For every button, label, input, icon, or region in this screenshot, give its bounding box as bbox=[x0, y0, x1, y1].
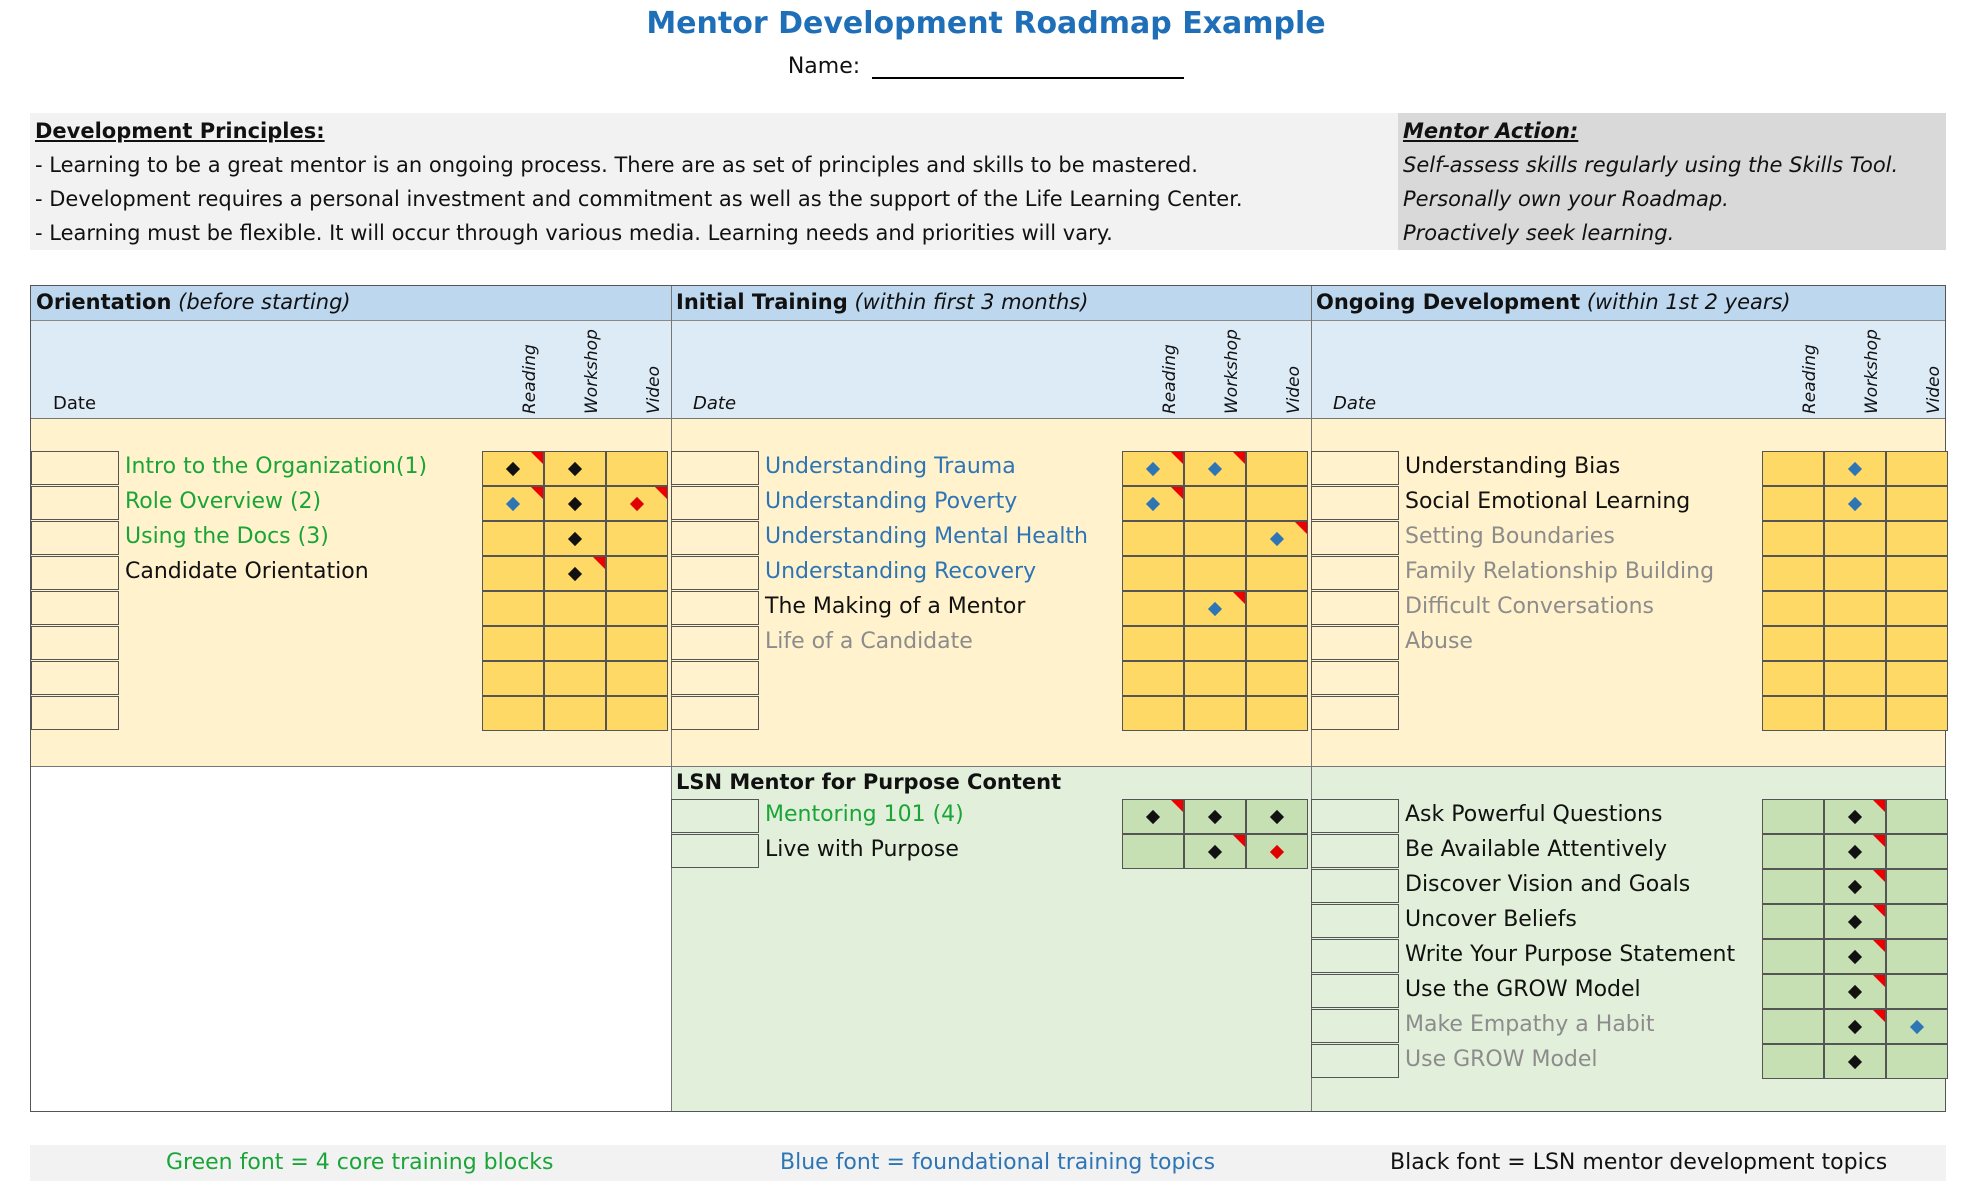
topic-label: Understanding Recovery bbox=[765, 559, 1037, 584]
diamond-marker-icon bbox=[1848, 1054, 1862, 1068]
video-cell[interactable] bbox=[606, 521, 668, 556]
workshop-cell[interactable] bbox=[1824, 834, 1886, 869]
diamond-marker-icon bbox=[1146, 809, 1160, 823]
reading-cell[interactable] bbox=[1122, 661, 1184, 696]
reading-cell[interactable] bbox=[1122, 799, 1184, 834]
topic-label: Understanding Bias bbox=[1405, 454, 1621, 479]
workshop-column-label: Workshop bbox=[1862, 329, 1882, 414]
diamond-marker-icon bbox=[506, 461, 520, 475]
diamond-marker-icon bbox=[1910, 1019, 1924, 1033]
topic-label: Using the Docs (3) bbox=[125, 524, 329, 549]
video-cell[interactable] bbox=[1886, 799, 1948, 834]
workshop-cell[interactable] bbox=[1824, 1009, 1886, 1044]
legend-bar bbox=[30, 1145, 1946, 1181]
date-cell[interactable] bbox=[1311, 834, 1399, 868]
video-cell[interactable] bbox=[1886, 696, 1948, 731]
topic-label: Use the GROW Model bbox=[1405, 977, 1641, 1002]
workshop-cell[interactable] bbox=[1824, 974, 1886, 1009]
reading-cell[interactable] bbox=[1762, 869, 1824, 904]
workshop-cell[interactable] bbox=[1184, 451, 1246, 486]
topic-label: Make Empathy a Habit bbox=[1405, 1012, 1655, 1037]
roadmap-grid bbox=[30, 285, 1946, 1112]
date-column-label: Date bbox=[1333, 393, 1377, 414]
video-cell[interactable] bbox=[1246, 626, 1308, 661]
date-cell[interactable] bbox=[31, 661, 119, 695]
page-title: Mentor Development Roadmap Example bbox=[646, 6, 1326, 41]
comment-flag-icon bbox=[1233, 592, 1245, 604]
comment-flag-icon bbox=[1171, 800, 1183, 812]
video-cell[interactable] bbox=[1886, 556, 1948, 591]
date-cell[interactable] bbox=[1311, 591, 1399, 625]
date-cell[interactable] bbox=[671, 451, 759, 485]
section-header-orientation bbox=[31, 286, 671, 321]
date-cell[interactable] bbox=[671, 486, 759, 520]
diamond-marker-icon bbox=[1146, 461, 1160, 475]
diamond-marker-icon bbox=[506, 496, 520, 510]
reading-cell[interactable] bbox=[1762, 904, 1824, 939]
diamond-marker-icon bbox=[1208, 601, 1222, 615]
workshop-cell[interactable] bbox=[1184, 696, 1246, 731]
workshop-cell[interactable] bbox=[1824, 869, 1886, 904]
workshop-cell[interactable] bbox=[544, 486, 606, 521]
workshop-cell[interactable] bbox=[544, 556, 606, 591]
reading-column-label: Reading bbox=[1160, 344, 1180, 414]
column-headers-initial bbox=[671, 321, 1311, 419]
diamond-marker-icon bbox=[1848, 461, 1862, 475]
workshop-cell[interactable] bbox=[1824, 556, 1886, 591]
workshop-cell[interactable] bbox=[1824, 799, 1886, 834]
name-label: Name: bbox=[787, 54, 861, 79]
reading-cell[interactable] bbox=[1762, 556, 1824, 591]
reading-column-label: Reading bbox=[520, 344, 540, 414]
video-cell[interactable] bbox=[1246, 556, 1308, 591]
date-cell[interactable] bbox=[31, 521, 119, 555]
reading-cell[interactable] bbox=[1762, 661, 1824, 696]
workshop-cell[interactable] bbox=[544, 661, 606, 696]
action-heading: Mentor Action: bbox=[1403, 119, 1579, 143]
principle-line: - Learning to be a great mentor is an ongoing process. There are as set of principles and skills to be mastered. bbox=[35, 153, 1198, 177]
video-cell[interactable] bbox=[1246, 799, 1308, 834]
comment-flag-icon bbox=[1171, 487, 1183, 499]
date-cell[interactable] bbox=[671, 661, 759, 695]
topic-label: Mentoring 101 (4) bbox=[765, 802, 964, 827]
date-cell[interactable] bbox=[1311, 661, 1399, 695]
reading-cell[interactable] bbox=[482, 591, 544, 626]
topic-label: Family Relationship Building bbox=[1405, 559, 1715, 584]
topic-label: Write Your Purpose Statement bbox=[1405, 942, 1736, 967]
diamond-marker-icon bbox=[1270, 809, 1284, 823]
action-line: Self-assess skills regularly using the Skills Tool. bbox=[1403, 153, 1899, 177]
date-cell[interactable] bbox=[671, 556, 759, 590]
date-cell[interactable] bbox=[671, 626, 759, 660]
video-cell[interactable] bbox=[606, 451, 668, 486]
date-cell[interactable] bbox=[1311, 451, 1399, 485]
action-line: Proactively seek learning. bbox=[1403, 221, 1675, 245]
video-cell[interactable] bbox=[1246, 451, 1308, 486]
comment-flag-icon bbox=[1873, 975, 1885, 987]
date-cell[interactable] bbox=[1311, 1044, 1399, 1078]
date-cell[interactable] bbox=[31, 696, 119, 730]
date-cell[interactable] bbox=[671, 834, 759, 868]
topic-label: Discover Vision and Goals bbox=[1405, 872, 1691, 897]
video-cell[interactable] bbox=[1886, 591, 1948, 626]
row-divider bbox=[31, 766, 1945, 767]
topic-label: Uncover Beliefs bbox=[1405, 907, 1577, 932]
workshop-cell[interactable] bbox=[544, 591, 606, 626]
workshop-cell[interactable] bbox=[1184, 834, 1246, 869]
date-cell[interactable] bbox=[671, 591, 759, 625]
reading-cell[interactable] bbox=[1122, 834, 1184, 869]
diamond-marker-icon bbox=[1208, 461, 1222, 475]
diamond-marker-icon bbox=[1848, 879, 1862, 893]
diamond-marker-icon bbox=[1848, 809, 1862, 823]
video-cell[interactable] bbox=[1886, 974, 1948, 1009]
workshop-cell[interactable] bbox=[544, 451, 606, 486]
diamond-marker-icon bbox=[1848, 1019, 1862, 1033]
video-column-label: Video bbox=[1924, 365, 1944, 414]
comment-flag-icon bbox=[1873, 905, 1885, 917]
date-cell[interactable] bbox=[1311, 626, 1399, 660]
topic-label: Difficult Conversations bbox=[1405, 594, 1655, 619]
video-cell[interactable] bbox=[1246, 521, 1308, 556]
workshop-cell[interactable] bbox=[1824, 661, 1886, 696]
principle-line: - Development requires a personal investment and commitment as well as the support of the Life Learning Center. bbox=[35, 187, 1243, 211]
diamond-marker-icon bbox=[568, 496, 582, 510]
date-cell[interactable] bbox=[1311, 696, 1399, 730]
comment-flag-icon bbox=[593, 557, 605, 569]
date-cell[interactable] bbox=[31, 591, 119, 625]
diamond-marker-icon bbox=[1208, 809, 1222, 823]
legend-green: Green font = 4 core training blocks bbox=[166, 1150, 554, 1175]
topic-label: Use GROW Model bbox=[1405, 1047, 1598, 1072]
video-cell[interactable] bbox=[606, 661, 668, 696]
date-cell[interactable] bbox=[31, 486, 119, 520]
date-cell[interactable] bbox=[1311, 556, 1399, 590]
section-subtitle: (within 1st 2 years) bbox=[1586, 290, 1791, 314]
reading-cell[interactable] bbox=[1762, 799, 1824, 834]
comment-flag-icon bbox=[1873, 800, 1885, 812]
principles-heading: Development Principles: bbox=[35, 119, 325, 143]
diamond-marker-icon bbox=[630, 496, 644, 510]
reading-cell[interactable] bbox=[1122, 696, 1184, 731]
mentor-action-box bbox=[1398, 113, 1946, 250]
topic-label: Ask Powerful Questions bbox=[1405, 802, 1663, 827]
date-column-label: Date bbox=[693, 393, 737, 414]
date-cell[interactable] bbox=[1311, 1009, 1399, 1043]
video-cell[interactable] bbox=[1246, 591, 1308, 626]
comment-flag-icon bbox=[1171, 452, 1183, 464]
workshop-cell[interactable] bbox=[1824, 939, 1886, 974]
diamond-marker-icon bbox=[1848, 844, 1862, 858]
diamond-marker-icon bbox=[568, 461, 582, 475]
section-title: Orientation bbox=[36, 290, 172, 314]
reading-cell[interactable] bbox=[482, 521, 544, 556]
reading-cell[interactable] bbox=[1122, 521, 1184, 556]
video-cell[interactable] bbox=[606, 486, 668, 521]
video-cell[interactable] bbox=[1886, 834, 1948, 869]
video-cell[interactable] bbox=[606, 591, 668, 626]
video-cell[interactable] bbox=[606, 696, 668, 731]
section-title: Ongoing Development bbox=[1316, 290, 1581, 314]
diamond-marker-icon bbox=[1848, 984, 1862, 998]
workshop-cell[interactable] bbox=[544, 521, 606, 556]
date-cell[interactable] bbox=[1311, 869, 1399, 903]
comment-flag-icon bbox=[1873, 940, 1885, 952]
date-cell[interactable] bbox=[31, 451, 119, 485]
reading-cell[interactable] bbox=[1122, 556, 1184, 591]
topic-label: Intro to the Organization(1) bbox=[125, 454, 428, 479]
comment-flag-icon bbox=[531, 452, 543, 464]
date-cell[interactable] bbox=[671, 799, 759, 833]
comment-flag-icon bbox=[1873, 870, 1885, 882]
workshop-cell[interactable] bbox=[1824, 486, 1886, 521]
video-cell[interactable] bbox=[1246, 661, 1308, 696]
reading-cell[interactable] bbox=[1122, 591, 1184, 626]
date-cell[interactable] bbox=[1311, 521, 1399, 555]
workshop-column-label: Workshop bbox=[1222, 329, 1242, 414]
topic-label: Role Overview (2) bbox=[125, 489, 322, 514]
workshop-cell[interactable] bbox=[1824, 451, 1886, 486]
legend-black: Black font = LSN mentor development topics bbox=[1390, 1150, 1888, 1175]
section-subtitle: (within first 3 months) bbox=[854, 290, 1089, 314]
workshop-cell[interactable] bbox=[544, 696, 606, 731]
reading-column-label: Reading bbox=[1800, 344, 1820, 414]
workshop-cell[interactable] bbox=[1184, 486, 1246, 521]
topic-label: Social Emotional Learning bbox=[1405, 489, 1691, 514]
topic-label: Setting Boundaries bbox=[1405, 524, 1615, 549]
workshop-cell[interactable] bbox=[1824, 1044, 1886, 1079]
comment-flag-icon bbox=[1873, 835, 1885, 847]
diamond-marker-icon bbox=[1270, 844, 1284, 858]
section-header-ongoing bbox=[1311, 286, 1945, 321]
diamond-marker-icon bbox=[1848, 914, 1862, 928]
reading-cell[interactable] bbox=[482, 486, 544, 521]
workshop-cell[interactable] bbox=[1184, 626, 1246, 661]
video-cell[interactable] bbox=[606, 556, 668, 591]
diamond-marker-icon bbox=[568, 531, 582, 545]
diamond-marker-icon bbox=[1146, 496, 1160, 510]
workshop-cell[interactable] bbox=[1824, 626, 1886, 661]
topic-label: Understanding Trauma bbox=[765, 454, 1016, 479]
comment-flag-icon bbox=[531, 487, 543, 499]
principle-line: - Learning must be flexible. It will occur through various media. Learning needs and priorities will vary. bbox=[35, 221, 1113, 245]
video-cell[interactable] bbox=[1886, 521, 1948, 556]
name-line[interactable] bbox=[872, 51, 1184, 79]
video-cell[interactable] bbox=[1886, 1044, 1948, 1079]
reading-cell[interactable] bbox=[482, 556, 544, 591]
diamond-marker-icon bbox=[1848, 496, 1862, 510]
workshop-cell[interactable] bbox=[1824, 696, 1886, 731]
diamond-marker-icon bbox=[1270, 531, 1284, 545]
date-cell[interactable] bbox=[1311, 974, 1399, 1008]
workshop-cell[interactable] bbox=[544, 626, 606, 661]
workshop-cell[interactable] bbox=[1184, 661, 1246, 696]
comment-flag-icon bbox=[1233, 452, 1245, 464]
video-cell[interactable] bbox=[1886, 486, 1948, 521]
reading-cell[interactable] bbox=[1762, 696, 1824, 731]
section-header-initial bbox=[671, 286, 1311, 321]
workshop-cell[interactable] bbox=[1824, 591, 1886, 626]
reading-cell[interactable] bbox=[1762, 834, 1824, 869]
reading-cell[interactable] bbox=[482, 661, 544, 696]
section-subtitle: (before starting) bbox=[178, 290, 351, 314]
video-cell[interactable] bbox=[1886, 661, 1948, 696]
name-field-row bbox=[0, 51, 1972, 79]
video-cell[interactable] bbox=[1246, 834, 1308, 869]
development-principles-box bbox=[30, 113, 1398, 250]
workshop-cell[interactable] bbox=[1824, 521, 1886, 556]
workshop-cell[interactable] bbox=[1184, 591, 1246, 626]
date-cell[interactable] bbox=[1311, 904, 1399, 938]
legend-blue: Blue font = foundational training topics bbox=[780, 1150, 1216, 1175]
topic-label: Be Available Attentively bbox=[1405, 837, 1668, 862]
topic-label: Understanding Poverty bbox=[765, 489, 1018, 514]
comment-flag-icon bbox=[655, 487, 667, 499]
reading-cell[interactable] bbox=[482, 451, 544, 486]
workshop-cell[interactable] bbox=[1824, 904, 1886, 939]
date-cell[interactable] bbox=[1311, 486, 1399, 520]
workshop-cell[interactable] bbox=[1184, 799, 1246, 834]
reading-cell[interactable] bbox=[1122, 451, 1184, 486]
reading-cell[interactable] bbox=[1762, 939, 1824, 974]
workshop-cell[interactable] bbox=[1184, 521, 1246, 556]
diamond-marker-icon bbox=[1848, 949, 1862, 963]
reading-cell[interactable] bbox=[1762, 1044, 1824, 1079]
video-cell[interactable] bbox=[1886, 451, 1948, 486]
section-title: Initial Training bbox=[676, 290, 848, 314]
lsn-heading: LSN Mentor for Purpose Content bbox=[676, 770, 1062, 794]
action-line: Personally own your Roadmap. bbox=[1403, 187, 1729, 211]
date-column-label: Date bbox=[53, 393, 97, 414]
reading-cell[interactable] bbox=[1762, 451, 1824, 486]
reading-cell[interactable] bbox=[1762, 591, 1824, 626]
date-cell[interactable] bbox=[1311, 939, 1399, 973]
workshop-cell[interactable] bbox=[1184, 556, 1246, 591]
topic-label: Life of a Candidate bbox=[765, 629, 973, 654]
video-cell[interactable] bbox=[1246, 486, 1308, 521]
video-column-label: Video bbox=[1284, 365, 1304, 414]
video-cell[interactable] bbox=[1886, 939, 1948, 974]
reading-cell[interactable] bbox=[482, 696, 544, 731]
column-headers-ongoing bbox=[1311, 321, 1945, 419]
topic-label: Candidate Orientation bbox=[125, 559, 369, 584]
video-column-label: Video bbox=[644, 365, 664, 414]
video-cell[interactable] bbox=[1246, 696, 1308, 731]
topic-label: Understanding Mental Health bbox=[765, 524, 1088, 549]
comment-flag-icon bbox=[1873, 1010, 1885, 1022]
date-cell[interactable] bbox=[31, 626, 119, 660]
date-cell[interactable] bbox=[671, 696, 759, 730]
video-cell[interactable] bbox=[1886, 1009, 1948, 1044]
workshop-column-label: Workshop bbox=[582, 329, 602, 414]
diamond-marker-icon bbox=[568, 566, 582, 580]
video-cell[interactable] bbox=[1886, 626, 1948, 661]
diamond-marker-icon bbox=[1208, 844, 1222, 858]
reading-cell[interactable] bbox=[1762, 1009, 1824, 1044]
date-cell[interactable] bbox=[1311, 799, 1399, 833]
comment-flag-icon bbox=[1233, 835, 1245, 847]
video-cell[interactable] bbox=[606, 626, 668, 661]
reading-cell[interactable] bbox=[1762, 486, 1824, 521]
topic-label: Live with Purpose bbox=[765, 837, 959, 862]
video-cell[interactable] bbox=[1886, 904, 1948, 939]
comment-flag-icon bbox=[1295, 522, 1307, 534]
column-headers-orientation bbox=[31, 321, 671, 419]
topic-label: The Making of a Mentor bbox=[765, 594, 1026, 619]
reading-cell[interactable] bbox=[1122, 486, 1184, 521]
video-cell[interactable] bbox=[1886, 869, 1948, 904]
date-cell[interactable] bbox=[671, 521, 759, 555]
reading-cell[interactable] bbox=[1762, 974, 1824, 1009]
reading-cell[interactable] bbox=[1762, 521, 1824, 556]
reading-cell[interactable] bbox=[482, 626, 544, 661]
reading-cell[interactable] bbox=[1122, 626, 1184, 661]
topic-label: Abuse bbox=[1405, 629, 1473, 654]
date-cell[interactable] bbox=[31, 556, 119, 590]
reading-cell[interactable] bbox=[1762, 626, 1824, 661]
